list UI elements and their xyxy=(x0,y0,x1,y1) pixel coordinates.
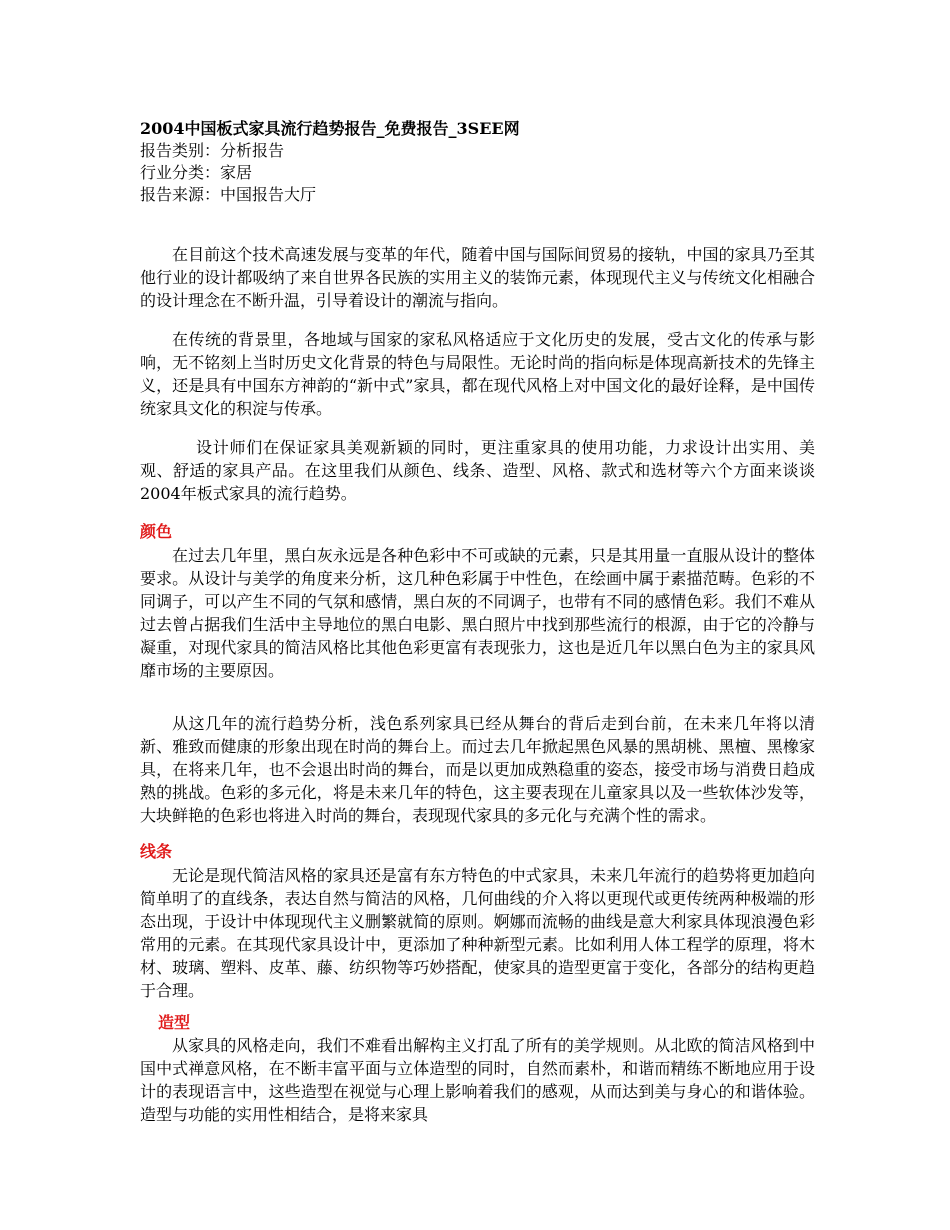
section-heading-line: 线条 xyxy=(140,842,173,861)
section-heading-shape: 造型 xyxy=(158,1013,191,1032)
report-industry: 行业分类：家居 xyxy=(140,163,253,182)
color-paragraph-2: 从这几年的流行趋势分析，浅色系列家具已经从舞台的背后走到台前，在未来几年将以清新、雅致而健康的形象出现在时尚的舞台上。而过去几年掀起黑色风暴的黑胡桃、黑檀、黑橡家具，在将来几年，也不会退出时尚的舞台，而是以更加成熟稳重的姿态，接受市场与消费日趋成熟的挑战。色彩的多元化，将是未来几年的特色，这主要表现在儿童家具以及一些软体沙发等，大块鲜艳的色彩也将进入时尚的舞台，表现现代家具的多元化与充满个性的需求。 xyxy=(140,714,815,825)
report-header xyxy=(140,118,820,206)
report-source: 报告来源：中国报告大厅 xyxy=(140,185,317,204)
color-paragraph-1: 在过去几年里，黑白灰永远是各种色彩中不可或缺的元素，只是其用量一直服从设计的整体要求。从设计与美学的角度来分析，这几种色彩属于中性色，在绘画中属于素描范畴。色彩的不同调子，可以产生不同的气氛和感情，黑白灰的不同调子，也带有不同的感情色彩。我们不难从过去曾占据我们生活中主导地位的黑白电影、黑白照片中找到那些流行的根源，由于它的冷静与凝重，对现代家具的简洁风格比其他色彩更富有表现张力，这也是近几年以黑白色为主的家具风靡市场的主要原因。 xyxy=(140,546,815,680)
report-title: 2004中国板式家具流行趋势报告_免费报告_3SEE网 xyxy=(140,119,520,138)
section-heading-color: 颜色 xyxy=(140,522,173,541)
shape-paragraph-1: 从家具的风格走向，我们不难看出解构主义打乱了所有的美学规则。从北欧的简洁风格到中国中式禅意风格，在不断丰富平面与立体造型的同时，自然而素朴，和谐而精练不断地应用于设计的表现语言中，这些造型在视觉与心理上影响着我们的感观，从而达到美与身心的和谐体验。造型与功能的实用性相结合，是将来家具 xyxy=(140,1036,815,1124)
intro-paragraph-2: 在传统的背景里，各地域与国家的家私风格适应于文化历史的发展，受古文化的传承与影响，无不铭刻上当时历史文化背景的特色与局限性。无论时尚的指向标是体现高新技术的先锋主义，还是具有中国东方神韵的“新中式”家具，都在现代风格上对中国文化的最好诠释，是中国传统家具文化的积淀与传承。 xyxy=(140,330,815,418)
line-paragraph-1: 无论是现代简洁风格的家具还是富有东方特色的中式家具，未来几年流行的趋势将更加趋向简单明了的直线条，表达自然与简洁的风格，几何曲线的介入将以更现代或更传统两种极端的形态出现，于设计中体现现代主义删繁就简的原则。婀娜而流畅的曲线是意大利家具体现浪漫色彩常用的元素。在其现代家具设计中，更添加了种种新型元素。比如利用人体工程学的原理，将木材、玻璃、塑料、皮革、藤、纺织物等巧妙搭配，使家具的造型更富于变化，各部分的结构更趋于合理。 xyxy=(140,866,815,1000)
intro-paragraph-3: 设计师们在保证家具美观新颖的同时，更注重家具的使用功能，力求设计出实用、美观、舒适的家具产品。在这里我们从颜色、线条、造型、风格、款式和选材等六个方面来谈谈2004年板式家具的流行趋势。 xyxy=(140,438,815,503)
report-category: 报告类别：分析报告 xyxy=(140,141,285,160)
intro-paragraph-1: 在目前这个技术高速发展与变革的年代，随着中国与国际间贸易的接轨，中国的家具乃至其他行业的设计都吸纳了来自世界各民族的实用主义的装饰元素，体现现代主义与传统文化相融合的设计理念在不断升温，引导着设计的潮流与指向。 xyxy=(140,245,815,310)
